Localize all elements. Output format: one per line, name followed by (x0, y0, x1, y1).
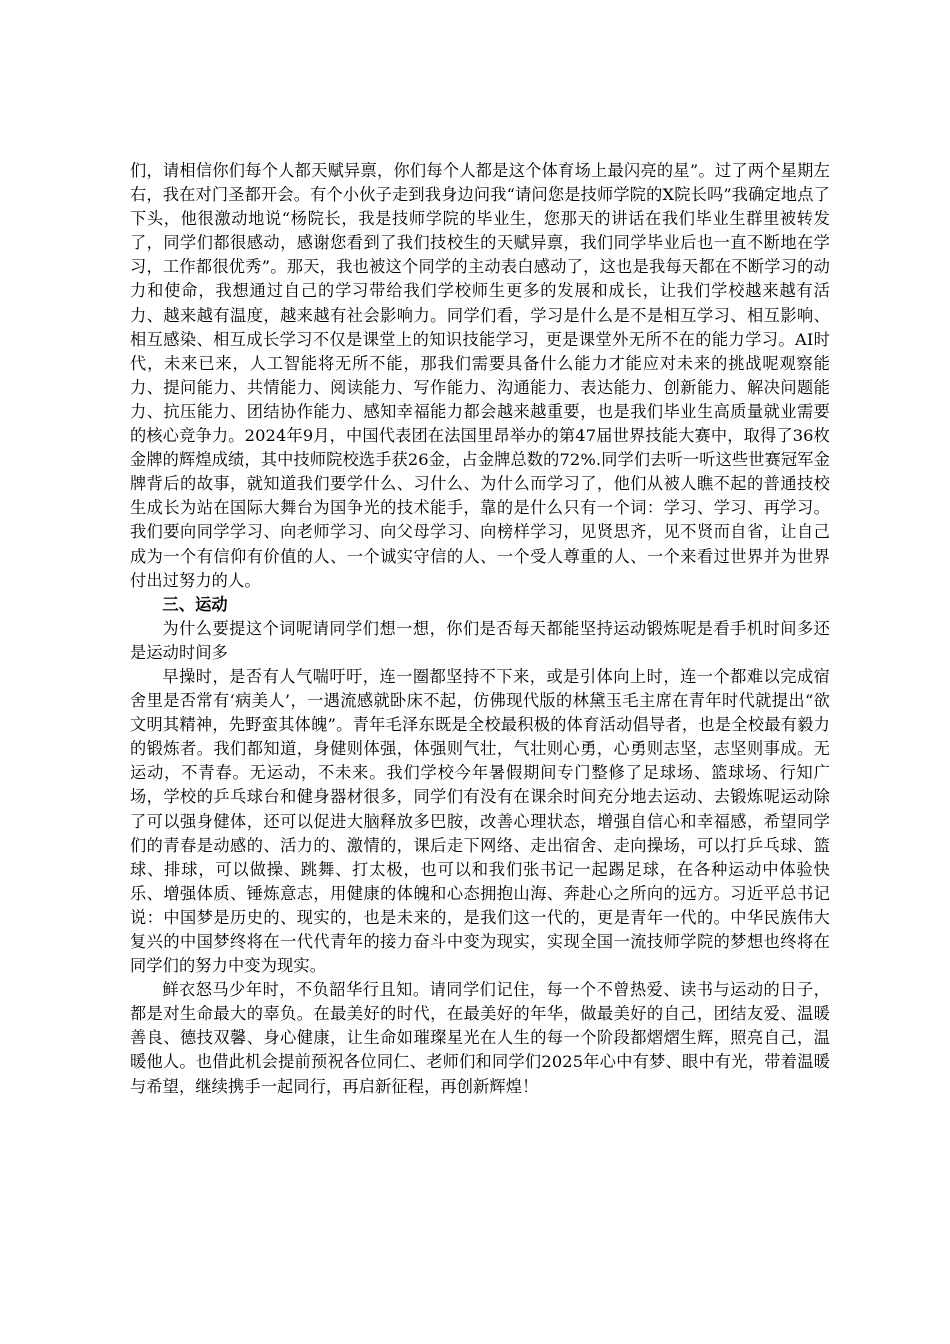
section-heading-sport: 三、运动 (162, 594, 228, 614)
paragraph-sport-question: 为什么要提这个词呢请同学们想一想，你们是否每天都能坚持运动锻炼呢是看手机时间多还是运动时间多 (130, 618, 830, 662)
paragraph-closing: 鲜衣怒马少年时，不负韶华行且知。请同学们记住，每一个不曾热爱、读书与运动的日子，都是对生命最大的辜负。在最美好的时代，在最美好的年华，做最美好的自己，团结友爱、温暖善良、德技双馨、身心健康，让生命如璀璨星光在人生的每一个阶段都熠熠生辉，照亮自己，温暖他人。也借此机会提前预祝各位同仁、老师们和同学们2025年心中有梦、眼中有光，带着温暖与希望，继续携手一起同行，再启新征程，再创新辉煌！ (130, 980, 830, 1096)
paragraph-sport-body: 早操时，是否有人气喘吁吁，连一圈都坚持不下来，或是引体向上时，连一个都难以完成宿舍里是否常有‘病美人’，一遇流感就卧床不起，仿佛现代版的林黛玉毛主席在青年时代就提出“欲文明其精神，先野蛮其体魄”。青年毛泽东既是全校最积极的体育活动倡导者，也是全校最有毅力的锻炼者。我们都知道，身健则体强，体强则气壮，气壮则心勇，心勇则志坚，志坚则事成。无运动，不青春。无运动，不未来。我们学校今年暑假期间专门整修了足球场、篮球场、行知广场，学校的乒乓球台和健身器材很多，同学们有没有在课余时间充分地去运动、去锻炼呢运动除了可以强身健体，还可以促进大脑释放多巴胺，改善心理状态，增强自信心和幸福感，希望同学们的青春是动感的、活力的、激情的，课后走下网络、走出宿舍、走向操场，可以打乒乓球、篮球、排球，可以做操、跳舞、打太极，也可以和我们张书记一起踢足球，在各种运动中体验快乐、增强体质、锤炼意志，用健康的体魄和心态拥抱山海、奔赴心之所向的远方。习近平总书记说：中国梦是历史的、现实的，也是未来的，是我们这一代的，更是青年一代的。中华民族伟大复兴的中国梦终将在一代代青年的接力奋斗中变为现实，实现全国一流技师学院的梦想也终将在同学们的努力中变为现实。 (130, 666, 830, 976)
document-body (130, 159, 830, 1099)
paragraph-learning: 们，请相信你们每个人都天赋异禀，你们每个人都是这个体育场上最闪亮的星”。过了两个星期左右，我在对门圣都开会。有个小伙子走到我身边问我“请问您是技师学院的X院长吗”我确定地点了下头，他很激动地说“杨院长，我是技师学院的毕业生，您那天的讲话在我们毕业生群里被转发了，同学们都很感动，感谢您看到了我们技校生的天赋异禀，我们同学毕业后也一直不断地在学习，工作都很优秀”。那天，我也被这个同学的主动表白感动了，这也是我每天都在不断学习的动力和使命，我想通过自己的学习带给我们学校师生更多的发展和成长，让我们学校越来越有活力、越来越有温度，越来越有社会影响力。同学们看，学习是什么是不是相互学习、相互影响、相互感染、相互成长学习不仅是课堂上的知识技能学习，更是课堂外无所不在的能力学习。AI时代，未来已来，人工智能将无所不能，那我们需要具备什么能力才能应对未来的挑战呢观察能力、提问能力、共情能力、阅读能力、写作能力、沟通能力、表达能力、创新能力、解决问题能力、抗压能力、团结协作能力、感知幸福能力都会越来越重要，也是我们毕业生高质量就业需要的核心竞争力。2024年9月，中国代表团在法国里昂举办的第47届世界技能大赛中，取得了36枚金牌的辉煌成绩，其中技师院校选手获26金，占金牌总数的72%.同学们去听一听这些世赛冠军金牌背后的故事，就知道我们要学什么、习什么、为什么而学习了，他们从被人瞧不起的普通技校生成长为站在国际大舞台为国争光的技术能手，靠的是什么只有一个词：学习、学习、再学习。我们要向同学学习、向老师学习、向父母学习、向榜样学习，见贤思齐，见不贤而自省，让自己成为一个有信仰有价值的人、一个诚实守信的人、一个受人尊重的人、一个来看过世界并为世界付出过努力的人。 (130, 161, 830, 590)
